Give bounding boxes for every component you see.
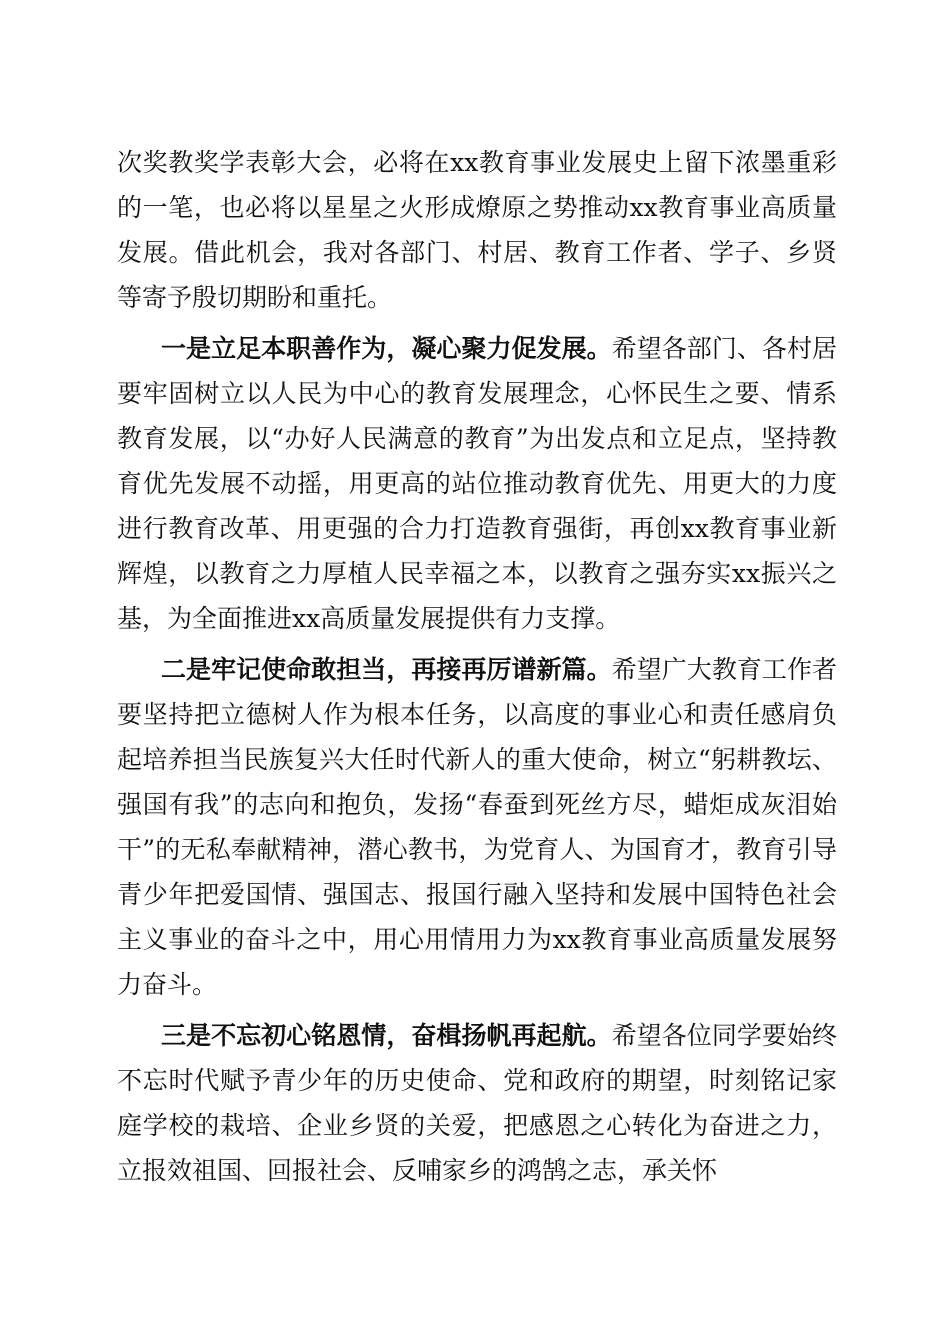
paragraph-point-three xyxy=(117,1013,837,1193)
document-body xyxy=(117,140,837,1193)
paragraph-intro xyxy=(117,140,837,320)
paragraph-text: 希望广大教育工作者要坚持把立德树人作为根本任务，以高度的事业心和责任感肩负起培养担当民族复兴大任时代新人的重大使命，树立“躬耕教坛、强国有我”的志向和抱负，发扬“春蚕到死丝方尽，蜡炬成灰泪始干”的无私奉献精神，潜心教书，为党育人、为国育才，教育引导青少年把爱国情、强国志、报国行融入坚持和发展中国特色社会主义事业的奋斗之中，用心用情用力为xx教育事业高质量发展努力奋斗。 xyxy=(117,655,837,999)
paragraph-heading: 二是牢记使命敢担当，再接再厉谱新篇。 xyxy=(161,655,612,684)
paragraph-text: 希望各部门、各村居要牢固树立以人民为中心的教育发展理念，心怀民生之要、情系教育发展，以“办好人民满意的教育”为出发点和立足点，坚持教育优先发展不动摇，用更高的站位推动教育优先、用更大的力度进行教育改革、用更强的合力打造教育强街，再创xx教育事业新辉煌，以教育之力厚植人民幸福之本，以教育之强夯实xx振兴之基，为全面推进xx高质量发展提供有力支撑。 xyxy=(117,334,837,633)
paragraph-point-one xyxy=(117,326,837,641)
paragraph-heading: 三是不忘初心铭恩情，奋楫扬帆再起航。 xyxy=(161,1021,612,1050)
paragraph-text: 次奖教奖学表彰大会，必将在xx教育事业发展史上留下浓墨重彩的一笔，也必将以星星之火形成燎原之势推动xx教育事业高质量发展。借此机会，我对各部门、村居、教育工作者、学子、乡贤等寄予殷切期盼和重托。 xyxy=(117,148,837,312)
paragraph-heading: 一是立足本职善作为，凝心聚力促发展。 xyxy=(161,334,612,363)
paragraph-text: 希望各位同学要始终不忘时代赋予青少年的历史使命、党和政府的期望，时刻铭记家庭学校的栽培、企业乡贤的关爱，把感恩之心转化为奋进之力，立报效祖国、回报社会、反哺家乡的鸿鹄之志，承关怀 xyxy=(117,1021,837,1185)
paragraph-point-two xyxy=(117,647,837,1007)
